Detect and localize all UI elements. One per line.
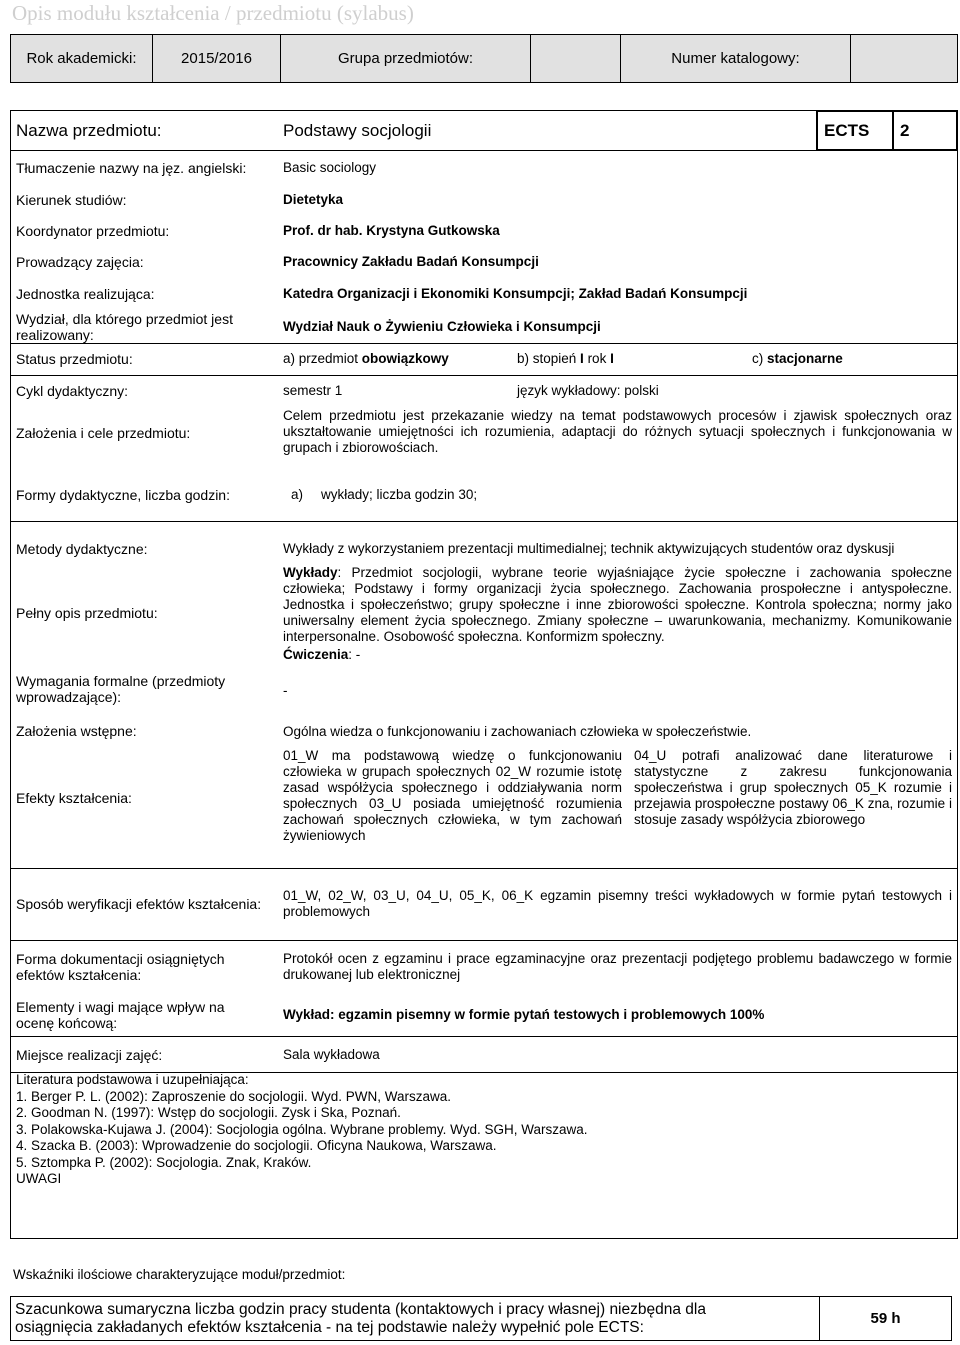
formy-marker: a) [291, 487, 304, 502]
metody-text: Wykłady z wykorzystaniem prezentacji multimedialnej; technik aktywizujących studentów oraz dyskusji [283, 541, 895, 556]
divider [10, 343, 958, 344]
status-b-bold2: I [610, 351, 614, 366]
status-label: Status przedmiotu: [16, 351, 133, 367]
elementy-text: Wykład: egzamin pisemny w formie pytań testowych i problemowych 100% [283, 1007, 765, 1022]
formy-text: wykłady; liczba godzin 30; [321, 487, 478, 502]
divider [10, 150, 816, 151]
opis-cwiczenia-heading: Ćwiczenia [283, 647, 349, 662]
miejsce-text: Sala wykładowa [283, 1047, 380, 1062]
koordynator-label: Koordynator przedmiotu: [16, 223, 170, 239]
rok-akademicki-label: Rok akademicki: [11, 35, 153, 83]
grupa-przedmiotow-label: Grupa przedmiotów: [281, 35, 531, 83]
uwagi-label: UWAGI [16, 1171, 62, 1186]
header-table [10, 34, 958, 83]
wydzial-value: Wydział Nauk o Żywieniu Człowieka i Konsumpcji [283, 319, 601, 334]
workload-table [10, 1296, 952, 1341]
dokumentacja-text: Protokół ocen z egzaminu i prace egzaminacyjne oraz prezentacji podjętego problemu badawczego w formie drukowanej lub elektronicznej [283, 951, 952, 982]
status-b-prefix: b) stopień [517, 351, 581, 366]
literatura-list [16, 1072, 588, 1188]
cykl-semestr: semestr 1 [283, 383, 343, 398]
kierunek-value: Dietetyka [283, 192, 344, 207]
divider [10, 868, 958, 869]
efekty-label: Efekty kształcenia: [16, 790, 132, 806]
literatura-item: 1. Berger P. L. (2002): Zaproszenie do socjologii. Wyd. PWN, Warszawa. [16, 1088, 452, 1104]
ects-box [816, 110, 958, 151]
ects-value: 2 [893, 111, 957, 150]
prowadzacy-label: Prowadzący zajęcia: [16, 254, 144, 270]
zalozenia-wstepne-text: Ogólna wiedza o funkcjonowaniu i zachowaniach człowieka w społeczeństwie. [283, 724, 752, 739]
status-stopien [517, 351, 614, 367]
numer-katalogowy-label: Numer katalogowy: [621, 35, 851, 83]
opis-text [283, 565, 952, 645]
nazwa-przedmiotu-label: Nazwa przedmiotu: [16, 121, 162, 140]
workload-value: 59 h [820, 1297, 952, 1341]
miejsce-label: Miejsce realizacji zajęć: [16, 1047, 163, 1063]
status-b-bold1: I [580, 351, 584, 366]
workload-line: Szacunkowa sumaryczna liczba godzin pracy studenta (kontaktowych i pracy własnej) niezbędna dla [15, 1300, 706, 1318]
literatura-item: 4. Szacka B. (2003): Wprowadzenie do socjologii. Oficyna Naukowa, Warszawa. [16, 1138, 497, 1153]
tlumaczenie-value: Basic sociology [283, 160, 377, 175]
document-title: Opis modułu kształcenia / przedmiotu (sylabus) [12, 1, 414, 25]
opis-wyklady-text: : Przedmiot socjologii, wybrane teorie wyjaśniające życie społeczne i zachowania społeczne człowieka; Podstawy i formy organizacji życia społecznego. Zachowania prospołeczne i antyspołeczne. Jednostka i społeczeństwo; grupy społeczne i inne zbiorowości społeczne. Kontrola społeczna; normy jako uniwersalny element życia społecznego. Zmiany społeczne – uwarunkowania, mechanizmy. Komunikowanie interpersonalne. Osobowość społeczna. Konformizm społeczny. [283, 565, 952, 644]
ects-label: ECTS [817, 111, 893, 150]
wskazniki-heading: Wskaźniki ilościowe charakteryzujące moduł/przedmiot: [13, 1267, 346, 1282]
status-a-bold: obowiązkowy [361, 351, 449, 366]
opis-label: Pełny opis przedmiotu: [16, 605, 158, 621]
jednostka-label: Jednostka realizująca: [16, 286, 155, 302]
status-stacjonarne [752, 351, 843, 367]
divider [10, 521, 958, 522]
nazwa-przedmiotu-value: Podstawy socjologii [283, 121, 432, 140]
opis-cwiczenia-text: : - [348, 647, 361, 662]
opis-wyklady-heading: Wykłady [283, 565, 338, 580]
status-b-mid: rok [583, 351, 611, 366]
status-a-prefix: a) przedmiot [283, 351, 362, 366]
jednostka-value: Katedra Organizacji i Ekonomiki Konsumpcji; Zakład Badań Konsumpcji [283, 286, 748, 301]
wymagania-label: Wymagania formalne (przedmioty wprowadzające): [16, 673, 226, 705]
wymagania-text: - [283, 683, 288, 698]
status-c-bold: stacjonarne [767, 351, 843, 366]
literatura-heading: Literatura podstawowa i uzupełniająca: [16, 1072, 249, 1087]
numer-katalogowy-value [851, 35, 958, 83]
cykl-label: Cykl dydaktyczny: [16, 383, 129, 399]
elementy-label: Elementy i wagi mające wpływ na ocenę końcową: [16, 999, 225, 1031]
literatura-item: 2. Goodman N. (1997): Wstęp do socjologii. Zysk i Ska, Poznań. [16, 1105, 401, 1120]
workload-line: osiągnięcia zakładanych efektów kształcenia - na tej podstawie należy wypełnić pole ECTS: [15, 1318, 644, 1336]
workload-description [11, 1297, 820, 1341]
tlumaczenie-label: Tłumaczenie nazwy na jęz. angielski: [16, 160, 247, 176]
wydzial-label: Wydział, dla którego przedmiot jest realizowany: [16, 311, 233, 343]
kierunek-label: Kierunek studiów: [16, 192, 127, 208]
literatura-item: 3. Polakowska-Kujawa J. (2004): Socjologia ogólna. Wybrane problemy. Wyd. SGH, Warszawa. [16, 1121, 588, 1137]
efekty-left: 01_W ma podstawową wiedzę o funkcjonowaniu człowieka w grupach społecznych 02_W rozumie istotę zasad współżycia społecznego i oddziaływania norm społecznych 03_U posiada umiejętność rozumienia zachowań społecznych człowieka, w tym zachowań żywieniowych [283, 748, 622, 843]
prowadzacy-value: Pracownicy Zakładu Badań Konsumpcji [283, 254, 539, 269]
efekty-right: 04_U potrafi analizować dane literaturowe i statystyczne z zakresu funkcjonowania społeczeństwa i grup społecznych 05_K rozumie i przejawia prospołeczne postawy 06_K zna, rozumie i stosuje zasady współżycia zbiorowego [634, 748, 952, 827]
weryfikacja-text: 01_W, 02_W, 03_U, 04_U, 05_K, 06_K egzamin pisemny treści wykładowych w formie pytań testowych i problemowych [283, 888, 952, 919]
opis-cwiczenia [283, 647, 360, 663]
literatura-item: 5. Sztompka P. (2002): Socjologia. Znak, Kraków. [16, 1154, 312, 1170]
weryfikacja-label: Sposób weryfikacji efektów kształcenia: [16, 896, 262, 912]
zalozenia-cele-label: Założenia i cele przedmiotu: [16, 425, 191, 441]
divider [10, 375, 958, 376]
status-c-prefix: c) [752, 351, 767, 366]
zalozenia-wstepne-label: Założenia wstępne: [16, 723, 137, 739]
cykl-jezyk: język wykładowy: polski [517, 383, 659, 398]
dokumentacja-label: Forma dokumentacji osiągniętych efektów kształcenia: [16, 951, 225, 983]
koordynator-value: Prof. dr hab. Krystyna Gutkowska [283, 223, 500, 238]
formy-label: Formy dydaktyczne, liczba godzin: [16, 487, 230, 503]
grupa-przedmiotow-value [531, 35, 621, 83]
rok-akademicki-value: 2015/2016 [153, 35, 281, 83]
metody-label: Metody dydaktyczne: [16, 541, 148, 557]
status-obowiazkowy [283, 351, 449, 367]
zalozenia-cele-text: Celem przedmiotu jest przekazanie wiedzy na temat podstawowych procesów i zjawisk społecznych oraz ukształtowanie umiejętności ich rozumienia, adaptacji do różnych sytuacji społecznych i funkcjonowania w grupach i zbiorowościach. [283, 408, 952, 455]
